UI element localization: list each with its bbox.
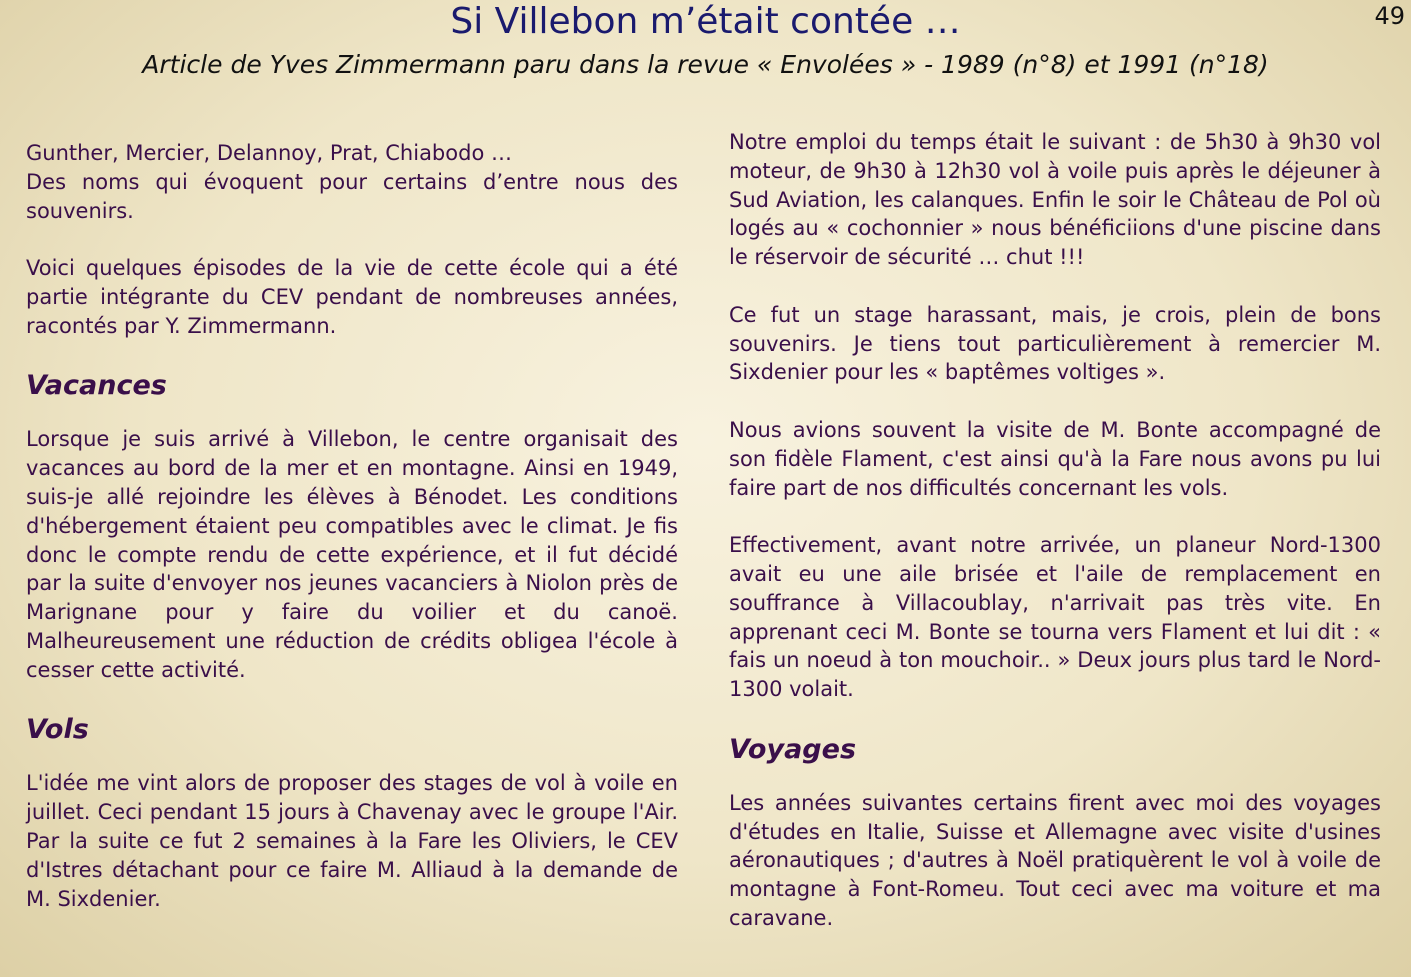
intro-souvenirs-line: Des noms qui évoquent pour certains d’entre nous des souvenirs. — [26, 169, 678, 223]
schedule-paragraph: Notre emploi du temps était le suivant : de 5h30 à 9h30 vol moteur, de 9h30 à 12h30 vol à voile puis après le déjeuner à Sud Aviation, les calanques. Enfin le soir le Château de Pol où logés au « cochonnier » nous bénéficiions d'une piscine dans le réservoir de sécurité … chut !!! — [729, 130, 1381, 270]
intro-paragraph — [26, 139, 678, 225]
right-column — [729, 128, 1381, 962]
heading-vacances: Vacances — [26, 370, 167, 402]
bonte-visit-paragraph: Nous avions souvent la visite de M. Bonte accompagné de son fidèle Flament, c'est ainsi qu'à la Fare nous avons pu lui faire part de nos difficultés concernant les vols. — [729, 417, 1381, 500]
page-number: 49 — [1374, 2, 1405, 30]
voyages-paragraph: Les années suivantes certains firent avec moi des voyages d'études en Italie, Suisse et Allemagne avec visite d'usines aéronautiques ; d'autres à Noël pratiquèrent le vol à voile de montagne à Font-Romeu. Tout ceci avec ma voiture et ma caravane. — [729, 790, 1381, 930]
intro-episodes-paragraph: Voici quelques épisodes de la vie de cette école qui a été partie intégrante du CEV pendant de nombreuses années, racontés par Y. Zimmermann. — [26, 256, 678, 338]
page-subtitle: Article de Yves Zimmermann paru dans la revue « Envolées » - 1989 (n°8) et 1991 (n°18) — [142, 50, 1269, 79]
vacances-paragraph: Lorsque je suis arrivé à Villebon, le centre organisait des vacances au bord de la mer et en montagne. Ainsi en 1949, suis-je allé rejoindre les élèves à Bénodet. Les conditions d'hébergement étaient peu compatibles avec le climat. Je fis donc le compte rendu de cette expérience, et il fut décidé par la suite d'envoyer nos jeunes vacanciers à Niolon près de Marignane pour y faire du voilier et du canoë. Malheureusement une réduction de crédits obligea l'école à cesser cette activité. — [26, 427, 678, 682]
heading-vols: Vols — [26, 714, 89, 746]
left-column — [26, 139, 678, 942]
intro-names-line: Gunther, Mercier, Delannoy, Prat, Chiabodo … — [26, 141, 512, 165]
stage-paragraph: Ce fut un stage harassant, mais, je crois, plein de bons souvenirs. Je tiens tout particulièrement à remercier M. Sixdenier pour les « baptêmes voltiges ». — [729, 302, 1381, 385]
vols-paragraph: L'idée me vint alors de proposer des stages de vol à voile en juillet. Ceci pendant 15 jours à Chavenay avec le groupe l'Air. Par la suite ce fut 2 semaines à la Fare les Oliviers, le CEV d'Istres détachant pour ce faire M. Alliaud à la demande de M. Sixdenier. — [26, 771, 678, 911]
nord-1300-paragraph: Effectivement, avant notre arrivée, un planeur Nord-1300 avait eu une aile brisée et l'aile de remplacement en souffrance à Villacoublay, n'arrivait pas très vite. En apprenant ceci M. Bonte se tourna vers Flament et lui dit : « fais un noeud à ton mouchoir.. » Deux jours plus tard le Nord- 1300 volait. — [729, 533, 1381, 702]
page-title: Si Villebon m’était contée … — [450, 1, 961, 42]
heading-voyages: Voyages — [729, 733, 857, 765]
